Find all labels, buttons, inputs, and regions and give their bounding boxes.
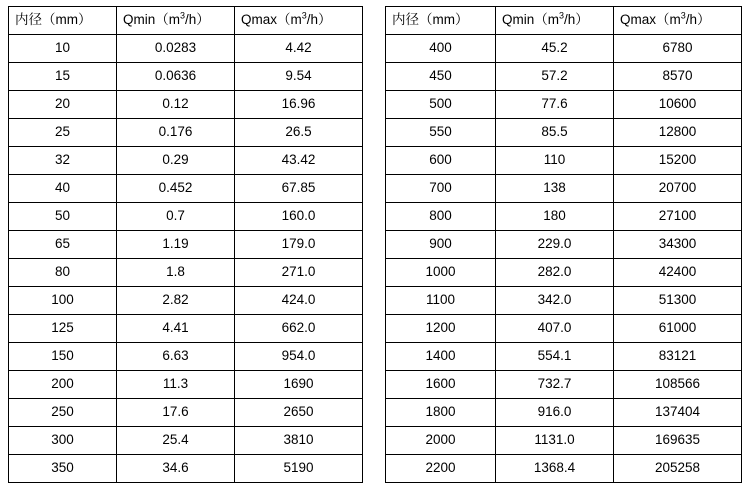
cell-qmax: 205258 — [614, 455, 742, 483]
cell-inner-diameter: 25 — [9, 119, 117, 147]
cell-qmax: 3810 — [235, 427, 363, 455]
cell-inner-diameter: 2200 — [386, 455, 496, 483]
cell-qmin: 0.176 — [117, 119, 235, 147]
table-row — [9, 343, 363, 371]
table-row — [9, 91, 363, 119]
cell-qmin: 85.5 — [496, 119, 614, 147]
header-qmax-sup: 3 — [301, 10, 307, 21]
cell-qmin: 0.452 — [117, 175, 235, 203]
table-row — [386, 63, 742, 91]
cell-qmin: 0.7 — [117, 203, 235, 231]
cell-inner-diameter: 40 — [9, 175, 117, 203]
cell-qmax: 424.0 — [235, 287, 363, 315]
cell-qmax: 1690 — [235, 371, 363, 399]
cell-qmax: 5190 — [235, 455, 363, 483]
cell-qmin: 110 — [496, 147, 614, 175]
cell-inner-diameter: 400 — [386, 35, 496, 63]
cell-qmax: 15200 — [614, 147, 742, 175]
cell-qmin: 6.63 — [117, 343, 235, 371]
cell-inner-diameter: 32 — [9, 147, 117, 175]
cell-inner-diameter: 10 — [9, 35, 117, 63]
table-row — [386, 147, 742, 175]
cell-qmax: 108566 — [614, 371, 742, 399]
header-qmin-post: /h） — [564, 12, 589, 28]
table-row — [386, 455, 742, 483]
cell-qmin: 0.0283 — [117, 35, 235, 63]
cell-inner-diameter: 15 — [9, 63, 117, 91]
cell-qmin: 1368.4 — [496, 455, 614, 483]
cell-qmax: 6780 — [614, 35, 742, 63]
large-diameter-flow-table — [385, 6, 742, 483]
table-row — [386, 427, 742, 455]
table-row — [386, 231, 742, 259]
cell-inner-diameter: 100 — [9, 287, 117, 315]
cell-qmax: 12800 — [614, 119, 742, 147]
cell-inner-diameter: 300 — [9, 427, 117, 455]
table-row — [9, 259, 363, 287]
table-row — [9, 63, 363, 91]
cell-inner-diameter: 1000 — [386, 259, 496, 287]
cell-qmin: 17.6 — [117, 399, 235, 427]
small-diameter-flow-table — [8, 6, 363, 483]
table-row — [9, 287, 363, 315]
cell-qmin: 34.6 — [117, 455, 235, 483]
header-row — [9, 7, 363, 35]
header-qmax — [614, 7, 742, 35]
cell-qmax: 51300 — [614, 287, 742, 315]
table-row — [9, 35, 363, 63]
table-row — [386, 343, 742, 371]
cell-qmin: 2.82 — [117, 287, 235, 315]
cell-qmin: 45.2 — [496, 35, 614, 63]
cell-qmin: 0.0636 — [117, 63, 235, 91]
cell-qmin: 25.4 — [117, 427, 235, 455]
table-row — [386, 259, 742, 287]
table-row — [9, 427, 363, 455]
table-row — [386, 399, 742, 427]
cell-qmax: 27100 — [614, 203, 742, 231]
cell-inner-diameter: 1800 — [386, 399, 496, 427]
header-qmax-post: /h） — [685, 12, 711, 28]
cell-qmin: 138 — [496, 175, 614, 203]
table-row — [386, 91, 742, 119]
cell-qmin: 180 — [496, 203, 614, 231]
cell-inner-diameter: 150 — [9, 343, 117, 371]
cell-qmax: 179.0 — [235, 231, 363, 259]
cell-inner-diameter: 450 — [386, 63, 496, 91]
header-qmin — [117, 7, 235, 35]
header-qmax-pre: Qmax（m — [241, 12, 302, 28]
cell-qmax: 169635 — [614, 427, 742, 455]
cell-qmin: 0.12 — [117, 91, 235, 119]
cell-qmin: 229.0 — [496, 231, 614, 259]
header-qmin-pre: Qmin（m — [123, 12, 180, 28]
header-inner-diameter: 内径（mm） — [9, 7, 117, 35]
cell-inner-diameter: 2000 — [386, 427, 496, 455]
cell-qmax: 954.0 — [235, 343, 363, 371]
header-qmax-sup: 3 — [680, 10, 686, 21]
table-row — [9, 315, 363, 343]
table-row — [9, 399, 363, 427]
cell-qmax: 43.42 — [235, 147, 363, 175]
table-row — [386, 203, 742, 231]
table-row — [386, 175, 742, 203]
cell-inner-diameter: 550 — [386, 119, 496, 147]
cell-inner-diameter: 1600 — [386, 371, 496, 399]
table-row — [9, 175, 363, 203]
cell-inner-diameter: 20 — [9, 91, 117, 119]
table-row — [386, 371, 742, 399]
cell-qmax: 61000 — [614, 315, 742, 343]
header-inner-diameter: 内径（mm） — [386, 7, 496, 35]
cell-inner-diameter: 1100 — [386, 287, 496, 315]
cell-qmax: 2650 — [235, 399, 363, 427]
cell-qmax: 26.5 — [235, 119, 363, 147]
cell-qmin: 77.6 — [496, 91, 614, 119]
header-qmin — [496, 7, 614, 35]
cell-inner-diameter: 50 — [9, 203, 117, 231]
cell-qmax: 271.0 — [235, 259, 363, 287]
table-row — [386, 287, 742, 315]
cell-qmin: 1131.0 — [496, 427, 614, 455]
cell-inner-diameter: 350 — [9, 455, 117, 483]
cell-qmax: 42400 — [614, 259, 742, 287]
cell-qmin: 1.8 — [117, 259, 235, 287]
cell-qmax: 137404 — [614, 399, 742, 427]
cell-qmax: 83121 — [614, 343, 742, 371]
header-qmax-post: /h） — [306, 12, 332, 28]
cell-qmin: 11.3 — [117, 371, 235, 399]
table-header — [386, 7, 742, 35]
table-row — [386, 119, 742, 147]
cell-inner-diameter: 1400 — [386, 343, 496, 371]
cell-qmax: 662.0 — [235, 315, 363, 343]
table-row — [9, 231, 363, 259]
cell-inner-diameter: 125 — [9, 315, 117, 343]
table-row — [9, 119, 363, 147]
table-row — [9, 455, 363, 483]
cell-qmax: 9.54 — [235, 63, 363, 91]
cell-qmax: 34300 — [614, 231, 742, 259]
cell-qmax: 16.96 — [235, 91, 363, 119]
cell-qmax: 8570 — [614, 63, 742, 91]
header-qmax — [235, 7, 363, 35]
header-qmin-pre: Qmin（m — [502, 12, 559, 28]
cell-qmin: 282.0 — [496, 259, 614, 287]
table-row — [386, 35, 742, 63]
table-body-right — [386, 35, 742, 483]
cell-inner-diameter: 600 — [386, 147, 496, 175]
table-row — [9, 147, 363, 175]
header-row — [386, 7, 742, 35]
header-qmax-pre: Qmax（m — [620, 12, 681, 28]
cell-inner-diameter: 800 — [386, 203, 496, 231]
cell-inner-diameter: 1200 — [386, 315, 496, 343]
cell-inner-diameter: 900 — [386, 231, 496, 259]
cell-qmin: 916.0 — [496, 399, 614, 427]
table-row — [9, 371, 363, 399]
cell-inner-diameter: 65 — [9, 231, 117, 259]
cell-qmin: 342.0 — [496, 287, 614, 315]
header-qmin-post: /h） — [185, 12, 210, 28]
cell-qmax: 20700 — [614, 175, 742, 203]
cell-qmin: 4.41 — [117, 315, 235, 343]
cell-inner-diameter: 80 — [9, 259, 117, 287]
table-row — [9, 203, 363, 231]
cell-qmax: 10600 — [614, 91, 742, 119]
cell-qmax: 4.42 — [235, 35, 363, 63]
cell-qmin: 1.19 — [117, 231, 235, 259]
table-body-left — [9, 35, 363, 483]
cell-qmin: 0.29 — [117, 147, 235, 175]
cell-qmin: 554.1 — [496, 343, 614, 371]
table-row — [386, 315, 742, 343]
cell-qmin: 407.0 — [496, 315, 614, 343]
header-qmin-sup: 3 — [180, 10, 186, 21]
cell-qmax: 67.85 — [235, 175, 363, 203]
cell-inner-diameter: 700 — [386, 175, 496, 203]
cell-inner-diameter: 200 — [9, 371, 117, 399]
table-header — [9, 7, 363, 35]
cell-qmin: 732.7 — [496, 371, 614, 399]
cell-inner-diameter: 500 — [386, 91, 496, 119]
cell-inner-diameter: 250 — [9, 399, 117, 427]
header-qmin-sup: 3 — [559, 10, 565, 21]
cell-qmax: 160.0 — [235, 203, 363, 231]
cell-qmin: 57.2 — [496, 63, 614, 91]
